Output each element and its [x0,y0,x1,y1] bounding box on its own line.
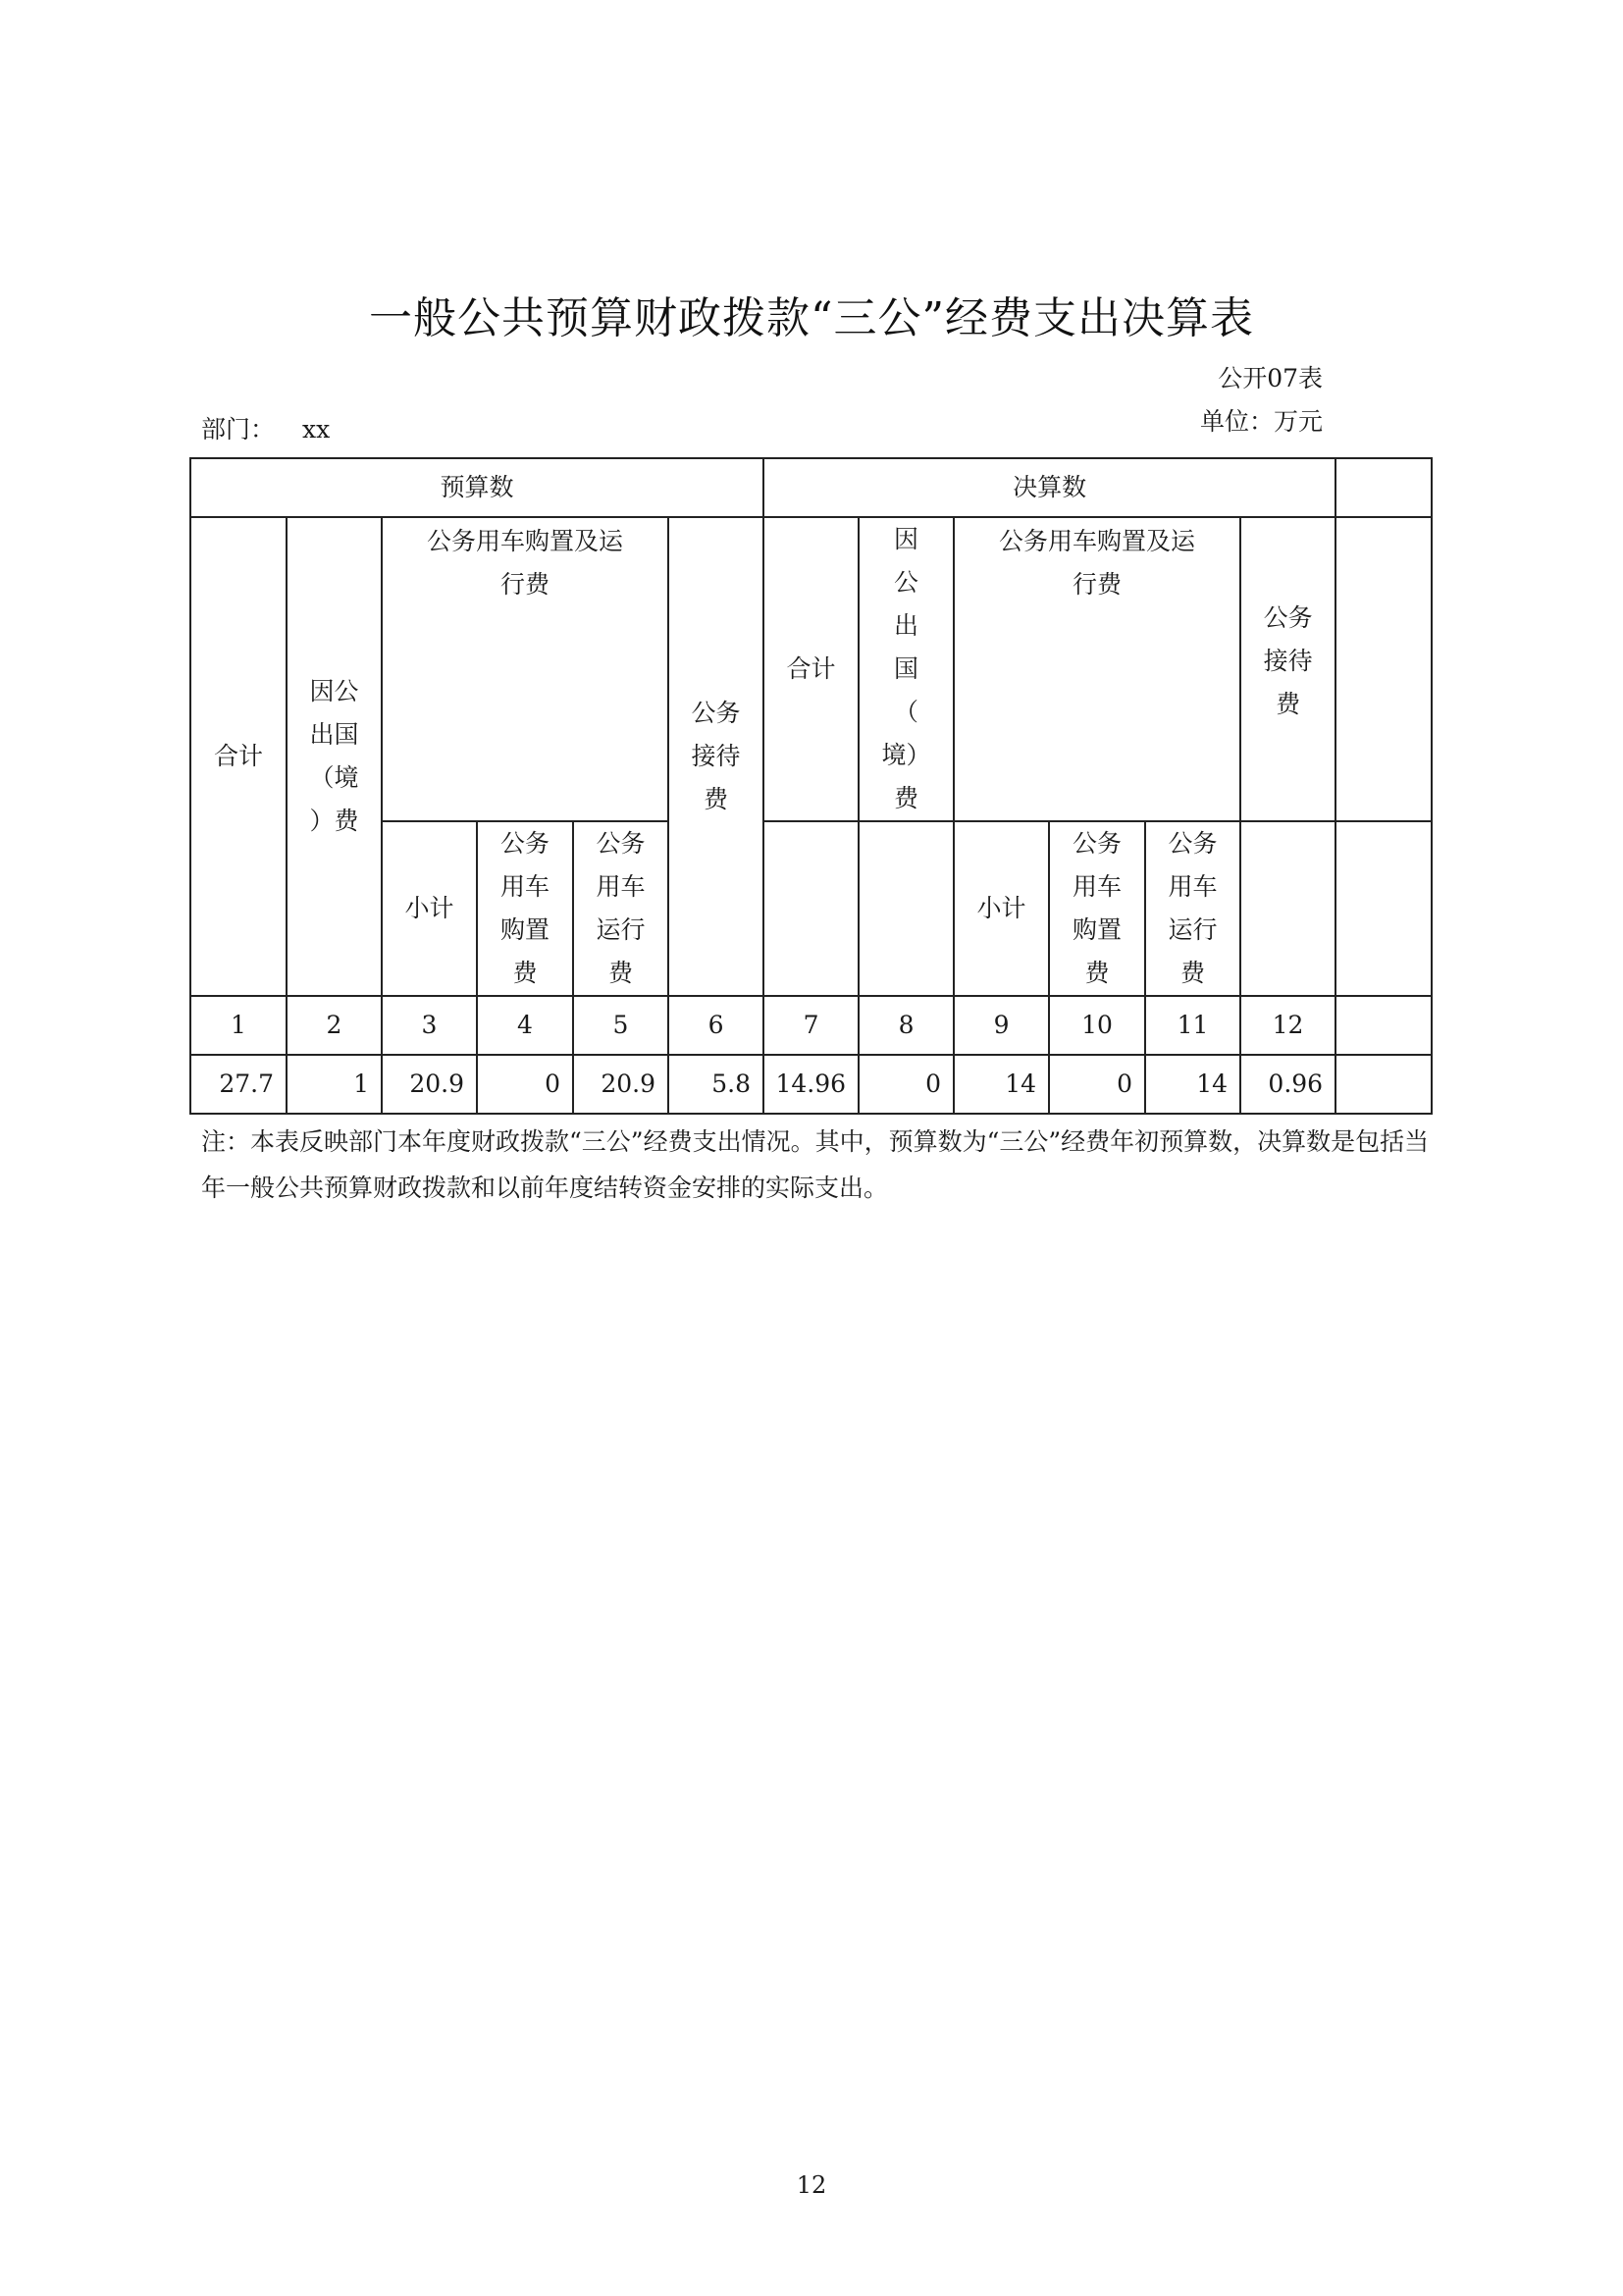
budget-subtotal-header: 小计 [382,821,477,996]
three-public-expense-table [189,457,1433,1115]
empty-cell [1335,821,1432,996]
final-vehicle-header: 公务用车购置及运 行费 [954,517,1240,821]
value-cell: 14.96 [763,1055,859,1114]
final-purchase-header: 公务 用车 购置 费 [1049,821,1145,996]
empty-cell [1240,821,1335,996]
final-reception-header: 公务 接待 费 [1240,517,1335,821]
form-code: 公开07表 [1218,364,1323,392]
budget-reception-header: 公务 接待 费 [668,517,763,996]
empty-cell [1335,996,1432,1055]
value-cell: 0.96 [1240,1055,1335,1114]
department-line [201,410,330,445]
unit-label: 单位：万元 [1199,407,1323,436]
column-number: 6 [668,996,763,1055]
value-cell: 0 [859,1055,954,1114]
empty-cell [1335,517,1432,821]
column-number: 1 [190,996,287,1055]
budget-operation-header: 公务 用车 运行 费 [573,821,668,996]
department-value: xx [302,415,331,444]
final-subtotal-header: 小计 [954,821,1049,996]
final-total-header: 合计 [763,517,859,821]
column-number: 7 [763,996,859,1055]
budget-purchase-header: 公务 用车 购置 费 [477,821,573,996]
column-number: 8 [859,996,954,1055]
final-operation-header: 公务 用车 运行 费 [1145,821,1240,996]
column-number-row [190,996,1432,1055]
value-cell: 1 [287,1055,382,1114]
empty-cell [1335,1055,1432,1114]
empty-cell [763,821,859,996]
page-title: 一般公共预算财政拨款“三公”经费支出决算表 [369,293,1254,343]
column-number: 3 [382,996,477,1055]
value-row [190,1055,1432,1114]
column-number: 4 [477,996,573,1055]
table-note: 注：本表反映部门本年度财政拨款“三公”经费支出情况。其中，预算数为“三公”经费年初预算数，决算数是包括当年一般公共预算财政拨款和以前年度结转资金安排的实际支出。 [201,1127,1430,1202]
empty-cell [859,821,954,996]
budget-vehicle-header: 公务用车购置及运 行费 [382,517,668,821]
page-number: 12 [796,2171,827,2199]
budget-total-header: 合计 [190,517,287,996]
column-number: 9 [954,996,1049,1055]
value-cell: 27.7 [190,1055,287,1114]
column-number: 2 [287,996,382,1055]
value-cell: 0 [477,1055,573,1114]
column-number: 5 [573,996,668,1055]
column-number: 11 [1145,996,1240,1055]
final-header: 决算数 [763,458,1335,517]
value-cell: 20.9 [573,1055,668,1114]
value-cell: 14 [1145,1055,1240,1114]
value-cell: 14 [954,1055,1049,1114]
value-cell: 5.8 [668,1055,763,1114]
budget-abroad-header: 因公 出国 （境 ）费 [287,517,382,996]
value-cell: 20.9 [382,1055,477,1114]
value-cell: 0 [1049,1055,1145,1114]
column-number: 10 [1049,996,1145,1055]
department-label: 部门： [201,415,276,444]
final-abroad-header: 因 公 出 国 （ 境） 费 [859,517,954,821]
empty-cell [1335,458,1432,517]
budget-header: 预算数 [190,458,763,517]
column-number: 12 [1240,996,1335,1055]
